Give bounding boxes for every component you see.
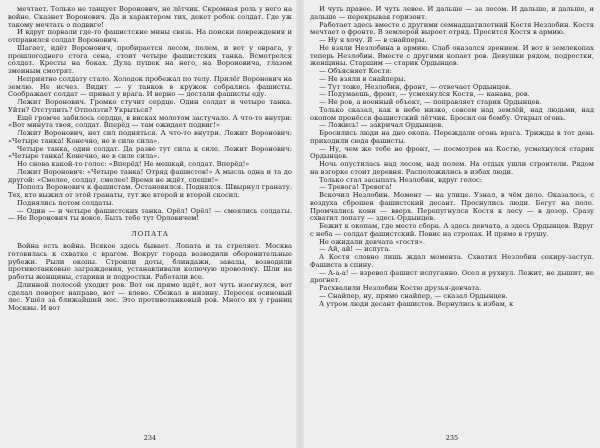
paragraph: А Костя словно лишь ждал момента. Схватил Незлобин секиру-заступ. Фашиста в спину. bbox=[310, 253, 594, 269]
left-page-text-top bbox=[8, 6, 292, 223]
paragraph: — Тревога! Тревога! bbox=[319, 183, 392, 192]
book-gutter bbox=[296, 0, 304, 448]
paragraph: Лежит Воронович. Громко стучит сердце. Один солдат и четыре танка. Уйти? Отступить? Отползти? Укрыться? bbox=[8, 98, 292, 114]
paragraph: И вдруг порвали где-то фашистские мины связь. На поиски повреждения и отправился солдат Воронович. bbox=[8, 28, 292, 44]
paragraph: — Снайпер, ну, прямо снайпер, — сказал Ордынцев. bbox=[319, 291, 508, 300]
paragraph: Ночь опустилась над лесом, над полем. На отдых ушли строители. Рядом на взгорке стоит деревня. Расположились в избах люди. bbox=[310, 160, 594, 176]
paragraph: Вскочил Незлобин. Момент — на улице. Узнал, в чём дело. Оказалось, с воздуха сброшен фашистский десант. Проснулись люди. Бегут на поле. Промчались кони — вверх. Перепугнулся Костя к лесу — в дозор. Сразу схватил лопату — здесь Ордынцев. bbox=[310, 191, 594, 223]
left-page bbox=[8, 6, 292, 442]
paragraph: Четыре танка, один солдат. Да разве тут сила к силе. Лежит Воронович: «Четыре танка! Конечно, не в силе сила». bbox=[8, 144, 292, 161]
paragraph: — Не ров, а военный объект, — поправляет старик Ордынцев. bbox=[319, 98, 542, 106]
paragraph: Работает здесь вместе с другими семнадцатилетний Костя Незлобин. Костя мечтает о фронте. В землерой выроет отряд. Просится Костя в армию. bbox=[310, 20, 594, 37]
right-page bbox=[310, 6, 594, 442]
paragraph: Лежит Воронович, нет сил подняться. А что-то внутри. Лежит Воронович: «Четыре танка! Конечно, не в силе сила». bbox=[8, 129, 292, 145]
left-page-body bbox=[8, 6, 292, 313]
paragraph: Длинной полосой уходит ров. Вот он прямо идёт, вот чуть изогнулся, вот сделал поворот направо, вот — влево. Сбежал в низину. Пересек осиновый лес. Ушёл за ближайший лес. Это противотанковый ров. Много их у границ Москвы. И вот bbox=[8, 280, 292, 312]
paragraph: Лежит Воронович: «Четыре танка! Отряд фашистов!» А мысль одна и та до другой: «Смелее, солдат, смелее! Время не ждёт, спеши!» bbox=[8, 167, 292, 184]
right-page-body bbox=[310, 6, 594, 308]
paragraph: — Ну, чем же тебе не фронт, — посмотрев на Костю, усмехнулся старик Ордынцев. bbox=[310, 144, 594, 161]
paragraph: — А-а-а! — взревел фашист испуганно. Осел и рухнул. Лежит, не дышит, не дрогнет. bbox=[310, 268, 594, 285]
paragraph: — Объясняет Костя: bbox=[319, 67, 392, 75]
paragraph: Бежит к окопам, где место сбора. А здесь девчата, а здесь Ордынцев. Вдруг с неба — солдат фашистский. Повис на стропах. И прямо в грушу. bbox=[310, 222, 594, 238]
paragraph: Бросились люди на дно окопа. Переждали огонь врага. Трижды в тот день приходили сюда фашисты. bbox=[310, 129, 594, 145]
paragraph: Не взяли Незлобина в армию. Слаб оказался зрением. И вот в землекопах теперь Незлобин. Вместе с другими копает ров. Девушки рядом, подростки, женщины. Старшим — старик Ордынцев. bbox=[310, 43, 594, 68]
paragraph: — Ай, ай! — испуга. bbox=[319, 245, 391, 254]
paragraph: — Ложись! — закричал Ордынцев. bbox=[319, 121, 444, 130]
paragraph: Не ожидали девчата «гостя». bbox=[319, 237, 426, 246]
page-number: 234 bbox=[143, 434, 157, 442]
paragraph: Война есть война. Всякое здесь бывает. Лопата и та стреляет. Москва готовилась к схватке с врагом. Вокруг города возводили оборонительные рубежи. Рыли окопы. Строили доты, блиндажи, завалы, возводили противотанковые заграждения, устанавливали колючую проволоку. Шли на работы женщины, старики и подростки. Работали все. bbox=[8, 242, 292, 281]
paragraph: — Подумаешь, фронт, — усмехнулся Костя, — канава, ров. bbox=[319, 90, 530, 99]
page-number: 235 bbox=[445, 434, 459, 442]
section-title: ЛОПАТА bbox=[131, 230, 169, 238]
paragraph: — Не взяли в снайперы. bbox=[319, 74, 406, 83]
paragraph: Но снова какой-то голос: «Вперёд! Не мешкай, солдат. Вперёд!» bbox=[17, 160, 250, 168]
paragraph: Только стал засыпать Незлобин, вдруг голос: bbox=[319, 175, 483, 184]
paragraph: Шагает, идёт Воронович, пробирается лесом, полем, и вот у оврага, у прошлогоднего стога сена, стоит четыре фашистских танка. Всмотрелся солдат. Кресты на боках. Дула пушек на него, на Вороновича, глазом змеиным смотрят. bbox=[8, 43, 292, 75]
paragraph: — Один — и четыре фашистских танка. Орёл! Орёл! — смеялись солдаты. — Не Воронович ты вовсе. Быть тебе тут Орловичем! bbox=[8, 206, 292, 223]
paragraph: Поднялись потом солдаты. bbox=[17, 198, 114, 207]
left-page-text-bottom bbox=[8, 243, 292, 313]
paragraph: Неприятно солдату стало. Холодок пробежал по телу. Прилёг Воронович на землю. Не исчез. Видит — у танков в кружок собрались фашисты. Соображает солдат — привал у врага. И верно — достали фашисты еду. bbox=[8, 74, 292, 99]
paragraph: И чуть правее. И чуть левее. И дальше — за лесом. И дальше, и дальше, и дальше — перекрывая горизонт. bbox=[310, 6, 594, 21]
paragraph: мечтает. Только не танцует Воронович, не лётчик. Скромная роль у него на войне. Сказнет Воронович. Да и характером тих, декет робок солдат. Где уж такому мечтать о подвиге! bbox=[8, 6, 292, 29]
paragraph: Расхвалили Незлобин Костю друзья-девчата. bbox=[319, 284, 482, 292]
paragraph: Ещё громче забилось сердце, в висках молотом застучало. А что-то внутри: «Вот минута твоя, солдат. Вперёд — там ожидает подвиг!» bbox=[8, 113, 292, 130]
paragraph: Пополз Воронович к фашистам. Остановился. Поднялся. Швырнул гранату. Тех, кто выжил от этой гранаты, тут же второй и второй скосил. bbox=[8, 183, 292, 199]
paragraph: Только сказал, как в небе низко, совсем над землёй, над людьми, над окопом пронёсся фашистский лётчик. Бросил он бомбу. Открыл огонь. bbox=[310, 105, 594, 122]
paragraph: — Тут тоже, Незлобин, фронт, — отвечает Ордынцев. bbox=[319, 82, 512, 91]
paragraph: А утром люди десант фашистов. Вернулись к избам, к bbox=[319, 299, 514, 308]
paragraph: — Ну я хочу. Я — в снайперы. bbox=[319, 36, 427, 44]
